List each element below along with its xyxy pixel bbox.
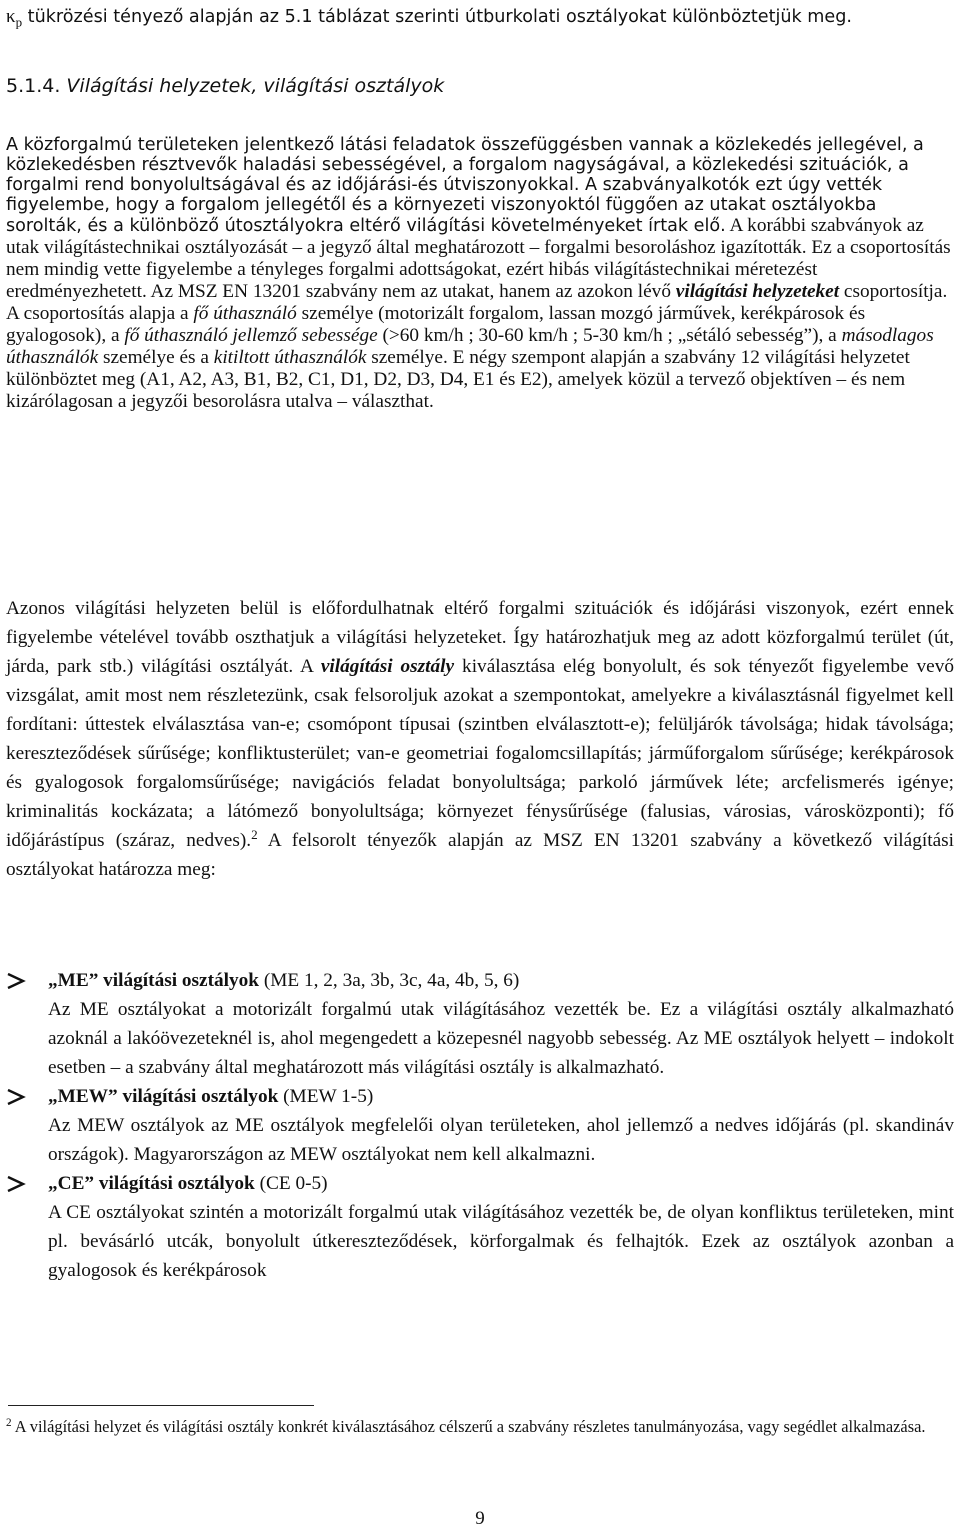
list-item-title bbox=[48, 1082, 954, 1111]
arrowhead-bullet-icon bbox=[6, 966, 32, 995]
footnote bbox=[6, 1415, 954, 1439]
section-number: 5.1.4. bbox=[6, 75, 61, 97]
list-item-title bbox=[48, 966, 954, 995]
footnote-reference[interactable]: 2 bbox=[251, 826, 258, 842]
footnote-mark: 2 bbox=[6, 1416, 12, 1429]
emph-lighting-situations: világítási helyzeteket bbox=[675, 281, 840, 302]
page-number: 9 bbox=[475, 1508, 485, 1529]
p1-text-6: személye és a bbox=[98, 347, 214, 368]
list-item-me bbox=[6, 966, 954, 1082]
kappa-subscript: p bbox=[15, 14, 23, 30]
section-heading bbox=[6, 72, 954, 101]
list-item-title-rest: (MEW 1-5) bbox=[278, 1086, 374, 1107]
kappa-symbol: κ bbox=[6, 6, 16, 27]
section-title: Világítási helyzetek, világítási osztályok bbox=[60, 75, 445, 97]
intro-paragraph bbox=[6, 2, 954, 37]
p1-text-4: személye (motorizált forgalom, lassan mozgó járművek, kerékpárosok és gyalogosok), a bbox=[6, 303, 866, 346]
footnote-separator bbox=[8, 1405, 314, 1406]
list-item-title-rest: (CE 0-5) bbox=[254, 1173, 328, 1194]
paragraph-lighting-classes bbox=[6, 594, 954, 884]
paragraph-lighting-situations bbox=[6, 135, 954, 413]
emph-secondary-users: másodlagos úthasználók bbox=[6, 325, 934, 368]
lighting-class-list bbox=[6, 966, 954, 1285]
list-item-body: Az MEW osztályok az ME osztályok megfelelői olyan területeken, ahol jellemző a nedves időjárás (pl. skandináv országok). Magyarországon az MEW osztályokat nem kell alkalmazni. bbox=[48, 1115, 954, 1165]
p1-sans-text: A közforgalmú területeken jelentkező látási feladatok összefüggésben vannak a közlekedés jellegével, a közlekedésben résztvevők haladási sebességével, a forgalom nagyságával, a közlekedési szituációk, a forgalmi rend bonyolultságával és az időjárási-és útviszonyokkal. A szabványalkotók ezt úgy vették figyelembe, hogy a forgalom jellegétől és a környezeti viszonyoktól függően az utakat osztályokba sorolták, és a különböző útosztályokra eltérő világítási követelményeket írtak elő. bbox=[6, 135, 924, 236]
list-item-mew bbox=[6, 1082, 954, 1169]
list-item-title-bold: „ME” világítási osztályok bbox=[48, 970, 260, 991]
list-item-body: Az ME osztályokat a motorizált forgalmú utak világításához vezették be. Ez a világítási osztály alkalmazható azoknál a lakóövezeteknél is, ahol megengedett a közepesnél nagyobb sebesség. Az ME osztályok helyett – indokolt esetben – a szabvány által meghatározott más világítási osztály is alkalmazható. bbox=[48, 999, 954, 1078]
list-item-title-bold: „CE” világítási osztályok bbox=[48, 1173, 255, 1194]
arrowhead-bullet-icon bbox=[6, 1082, 32, 1111]
emph-main-user-speed: fő úthasználó jellemző sebessége bbox=[124, 325, 378, 346]
p1-text-3: csoportosítja. A csoportosítás alapja a bbox=[6, 281, 948, 324]
p2-text-3: A felsorolt tényezők alapján az MSZ EN 13201 szabvány a következő világítási osztályokat határozza meg: bbox=[6, 830, 954, 880]
p2-text-2: kiválasztása elég bonyolult, és sok tényezőt figyelembe vevő vizsgálat, amit most nem részletezünk, csak felsoroljuk azokat a szempontokat, amelyekre a kiválasztásnál figyelmet kell fordítani: úttestek elválasztása van-e; csomópont típusai (szintben elválasztott-e); felüljárók távolsága; hidak távolsága; kereszteződések sűrűsége; konfliktusterület; van-e geometriai fogalomcsillapítás; járműforgalom sűrűsége; kerékpárosok és gyalogosok forgalomsűrűsége; navigációs feladat bonyolultsága; parkoló járművek léte; arcfelismerés igénye; kriminalitás kockázata; a látómező bonyolultsága; környezet fénysűrűsége (falusias, városias, városközponti); fő időjárástípus (száraz, nedves). bbox=[6, 656, 954, 851]
p1-text-2: A korábbi szabványok az utak világítástechnikai osztályozását – a jegyző által meghatározott – forgalmi besoroláshoz igazították. Ez a csoportosítás nem mindig vette figyelembe a tényleges forgalmi adottságokat, ezért hibás világítástechnikai méretezést eredményezhetett. Az MSZ EN 13201 szabvány nem az utakat, hanem az azokon lévő bbox=[6, 215, 951, 302]
footnote-text: A világítási helyzet és világítási osztály konkrét kiválasztásához célszerű a szabvány részletes tanulmányozása, vagy segédlet alkalmazása. bbox=[11, 1417, 926, 1436]
emph-excluded-users: kitiltott úthasználók bbox=[213, 347, 367, 368]
p1-text-5: (>60 km/h ; 30-60 km/h ; 5-30 km/h ; „sétáló sebesség”), a bbox=[377, 325, 842, 346]
intro-text: tükrözési tényező alapján az 5.1 táblázat szerinti útburkolati osztályokat különböztetjük meg. bbox=[22, 7, 853, 27]
p2-text-1: Azonos világítási helyzeten belül is előfordulhatnak eltérő forgalmi szituációk és időjárási viszonyok, ezért ennek figyelembe vételével tovább oszthatjuk a világítási helyzeteket. Így határozhatjuk meg az adott közforgalmú terület (út, járda, park stb.) világítási osztályát. A bbox=[6, 598, 954, 677]
emph-lighting-class: világítási osztály bbox=[320, 656, 455, 677]
list-item-ce bbox=[6, 1169, 954, 1285]
emph-main-user: fő úthasználó bbox=[193, 303, 297, 324]
arrowhead-bullet-icon bbox=[6, 1169, 32, 1198]
p1-text-7: személye. E négy szempont alapján a szabvány 12 világítási helyzetet különböztet meg (A1, A2, A3, B1, B2, C1, D1, D2, D3, D4, E1 és E2), amelyek közül a tervező objektíven – és nem kizárólagosan a jegyzői besorolásra utalva – választhat. bbox=[6, 347, 910, 412]
list-item-body: A CE osztályokat szintén a motorizált forgalmú utak világításához vezették be, de olyan konfliktus területeken, mint pl. bevásárló utcák, bonyolult útkereszteződések, körforgalmak és felhajtók. Ezek az osztályok azonban a gyalogosok és kerékpárosok bbox=[48, 1202, 954, 1281]
list-item-title bbox=[48, 1169, 954, 1198]
list-item-title-rest: (ME 1, 2, 3a, 3b, 3c, 4a, 4b, 5, 6) bbox=[259, 970, 520, 991]
list-item-title-bold: „MEW” világítási osztályok bbox=[48, 1086, 279, 1107]
